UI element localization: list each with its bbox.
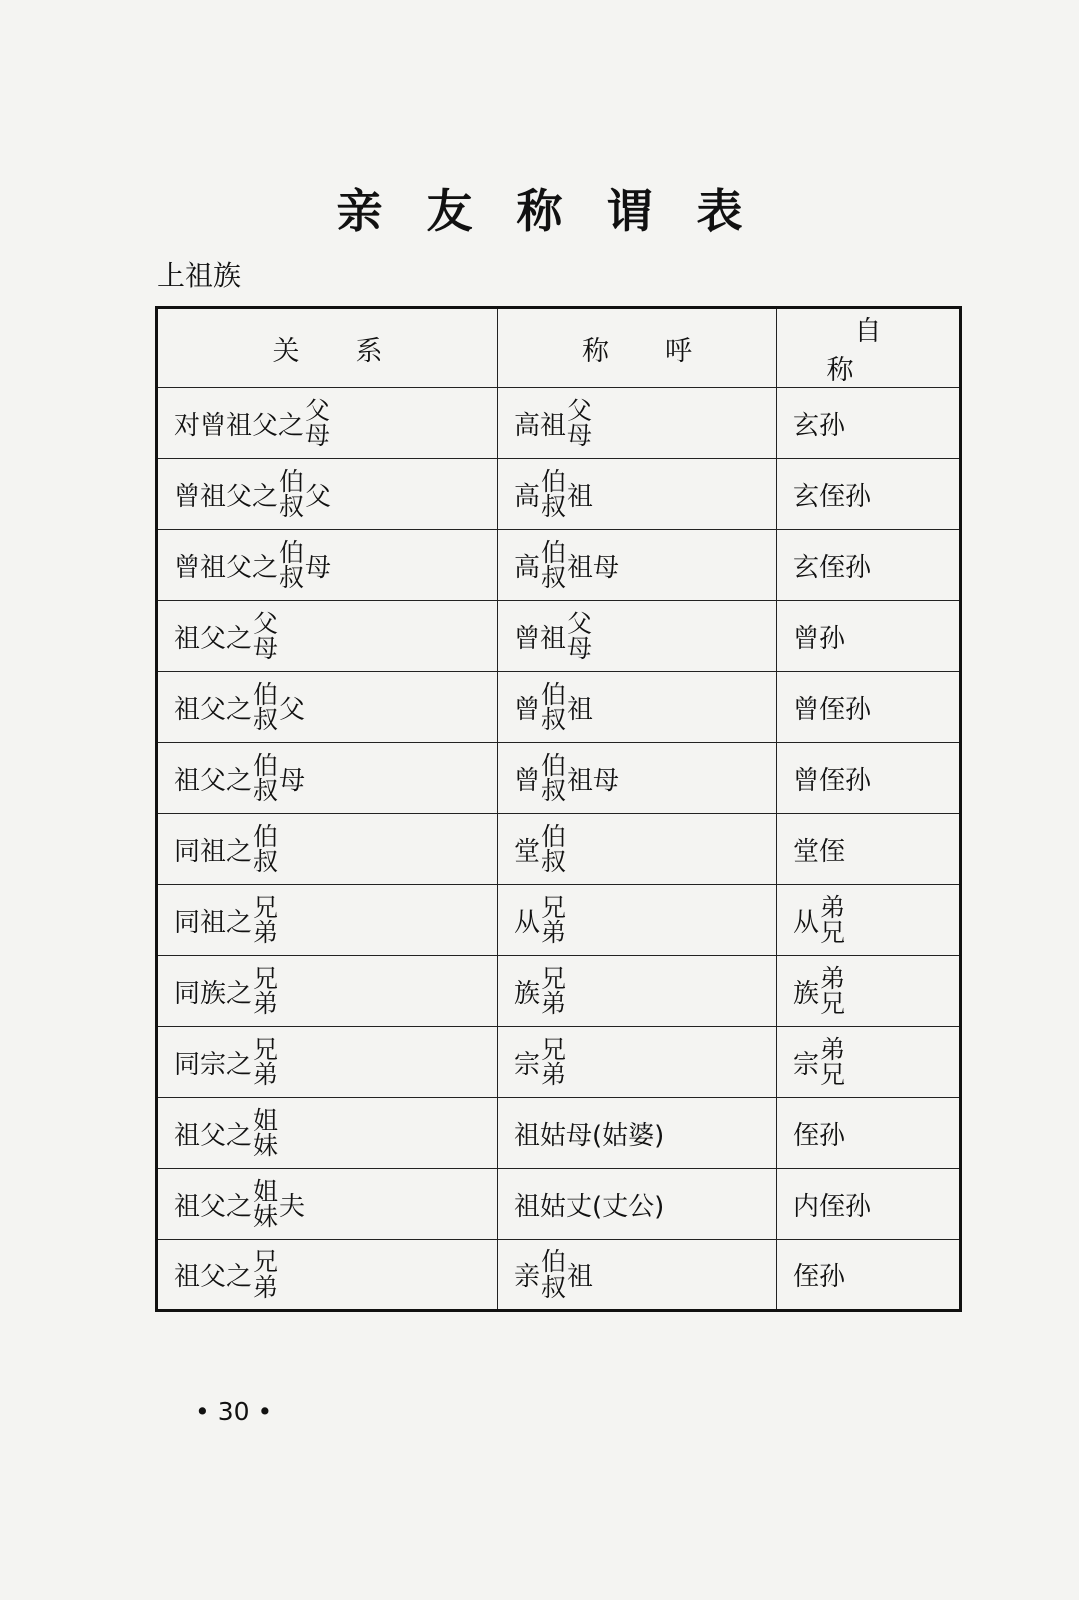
cell-relation [157, 1027, 498, 1098]
stacked-alternatives [253, 1034, 279, 1089]
cell-address [498, 814, 777, 885]
stacked-alternatives [253, 1105, 279, 1160]
cell-relation [157, 459, 498, 530]
cell-relation [157, 743, 498, 814]
stacked-char: 弟 [820, 892, 846, 922]
cell-text [793, 892, 846, 947]
cell-text [793, 405, 845, 442]
cell-text [174, 608, 279, 663]
cell-text-main: 曾祖父之 [174, 481, 279, 512]
stacked-char: 伯 [541, 466, 567, 496]
cell-text [514, 750, 620, 805]
stacked-char: 弟 [820, 963, 846, 993]
cell-relation [157, 672, 498, 743]
table-row [157, 814, 961, 885]
cell-text-main: 同宗之 [174, 1049, 253, 1080]
cell-text [793, 1186, 871, 1223]
stacked-char: 叔 [279, 563, 305, 592]
stacked-char: 兄 [253, 892, 279, 922]
stacked-alternatives [541, 892, 567, 947]
stacked-char: 叔 [541, 1272, 567, 1302]
stacked-char: 叔 [541, 847, 567, 876]
page-title: 亲友称谓表 [336, 184, 787, 238]
table-row [157, 530, 961, 601]
cell-text-main: 族 [793, 978, 820, 1009]
cell-text-main: 曾祖 [514, 623, 567, 654]
table-row [157, 1027, 961, 1098]
cell-address [498, 672, 777, 743]
stacked-char: 叔 [541, 705, 567, 734]
table-body [157, 388, 961, 1311]
stacked-alternatives [541, 821, 567, 876]
stacked-alternatives [541, 679, 567, 734]
cell-relation [157, 1240, 498, 1311]
cell-text-main: 高 [514, 552, 541, 583]
cell-address [498, 956, 777, 1027]
cell-text-main: 曾祖父之 [174, 552, 279, 583]
stacked-char: 伯 [253, 750, 279, 780]
cell-text [793, 1034, 846, 1089]
stacked-alternatives [820, 963, 846, 1018]
stacked-char: 弟 [541, 989, 567, 1018]
cell-text-suffix: 父 [305, 481, 332, 512]
cell-text-main: 玄孙 [793, 410, 846, 441]
cell-relation [157, 1098, 498, 1169]
cell-text-main: 曾孙 [793, 623, 846, 654]
cell-text [174, 1105, 279, 1160]
stacked-char: 母 [567, 634, 593, 663]
cell-text-main: 同祖之 [174, 907, 253, 938]
cell-text [174, 1249, 279, 1300]
cell-text-suffix: 祖母 [567, 765, 620, 796]
stacked-char: 弟 [253, 1060, 279, 1089]
stacked-char: 弟 [253, 989, 279, 1018]
cell-text-main: 高 [514, 481, 541, 512]
cell-text-main: 宗 [793, 1049, 820, 1080]
cell-text [793, 689, 871, 726]
table-row [157, 388, 961, 459]
cell-text-main: 同祖之 [174, 836, 253, 867]
header-address: 称呼 [498, 308, 777, 388]
stacked-alternatives [253, 821, 279, 876]
cell-text [514, 466, 594, 521]
stacked-alternatives [567, 608, 593, 663]
stacked-alternatives [253, 963, 279, 1018]
cell-self [777, 814, 961, 885]
cell-text-main: 堂侄 [793, 836, 846, 867]
cell-address [498, 1027, 777, 1098]
cell-text [514, 821, 567, 876]
cell-text-main: 祖父之 [174, 1120, 253, 1151]
table-row [157, 601, 961, 672]
cell-text-main: 从 [514, 907, 541, 938]
stacked-char: 叔 [541, 776, 567, 805]
cell-relation [157, 885, 498, 956]
cell-self [777, 1169, 961, 1240]
stacked-char: 伯 [541, 679, 567, 709]
cell-text-main: 对曾祖父之 [174, 410, 305, 441]
cell-self [777, 672, 961, 743]
cell-text-main: 族 [514, 978, 541, 1009]
stacked-alternatives [253, 892, 279, 947]
stacked-alternatives [253, 608, 279, 663]
cell-text [174, 466, 332, 521]
cell-text-main: 祖父之 [174, 623, 253, 654]
stacked-char: 父 [567, 395, 593, 425]
cell-address [498, 1098, 777, 1169]
cell-text-main: 玄侄孙 [793, 481, 872, 512]
stacked-char: 兄 [253, 1034, 279, 1064]
cell-text-suffix: 母 [305, 552, 332, 583]
stacked-alternatives [279, 537, 305, 592]
stacked-char: 叔 [253, 847, 279, 876]
cell-text [793, 963, 846, 1018]
cell-text-main: 玄侄孙 [793, 552, 872, 583]
cell-text-main: 堂 [514, 836, 541, 867]
cell-text [514, 1186, 664, 1223]
cell-text [514, 892, 567, 947]
cell-text [793, 1115, 845, 1152]
cell-text-main: 从 [793, 907, 820, 938]
cell-text-main: 祖姑丈(丈公) [514, 1191, 665, 1222]
stacked-alternatives [541, 750, 567, 805]
cell-text-main: 祖父之 [174, 1191, 253, 1222]
cell-text-main: 曾侄孙 [793, 694, 872, 725]
cell-text [174, 1034, 279, 1089]
cell-text [514, 1249, 593, 1300]
cell-relation [157, 601, 498, 672]
cell-text-main: 侄孙 [793, 1262, 846, 1292]
section-title: 上祖族 [157, 259, 242, 292]
stacked-char: 姐 [253, 1176, 279, 1206]
cell-text [174, 679, 306, 734]
stacked-alternatives [541, 466, 567, 521]
stacked-char: 弟 [541, 918, 567, 947]
cell-self [777, 388, 961, 459]
cell-text-main: 高祖 [514, 410, 567, 441]
stacked-char: 弟 [253, 1272, 279, 1302]
cell-text [514, 1034, 567, 1089]
cell-address [498, 885, 777, 956]
cell-relation [157, 388, 498, 459]
cell-text-main: 祖姑母(姑婆) [514, 1120, 665, 1151]
cell-self [777, 743, 961, 814]
cell-text [514, 395, 593, 450]
stacked-char: 伯 [541, 821, 567, 851]
table-row [157, 956, 961, 1027]
cell-self [777, 885, 961, 956]
stacked-alternatives [253, 1249, 278, 1300]
cell-text [793, 760, 871, 797]
header-self: 自称 [777, 308, 961, 388]
stacked-char: 叔 [253, 776, 279, 805]
stacked-char: 父 [305, 395, 331, 425]
cell-self [777, 459, 961, 530]
stacked-alternatives [541, 1249, 566, 1300]
cell-text-suffix: 祖 [567, 694, 594, 725]
cell-text-main: 曾 [514, 765, 541, 796]
cell-address [498, 388, 777, 459]
cell-text-main: 同族之 [174, 978, 253, 1009]
cell-text [174, 395, 331, 450]
table-row [157, 885, 961, 956]
cell-text-suffix: 祖母 [567, 552, 620, 583]
stacked-char: 姐 [253, 1105, 279, 1135]
cell-text-suffix: 祖 [567, 481, 594, 512]
kinship-table [155, 306, 962, 1312]
cell-text-main: 祖父之 [174, 694, 253, 725]
stacked-char: 伯 [541, 750, 567, 780]
table-row [157, 1240, 961, 1311]
stacked-char: 妹 [253, 1202, 279, 1231]
cell-relation [157, 1169, 498, 1240]
cell-text-main: 内侄孙 [793, 1191, 872, 1222]
stacked-char: 父 [567, 608, 593, 638]
stacked-alternatives [567, 395, 593, 450]
cell-self [777, 601, 961, 672]
stacked-char: 兄 [541, 1034, 567, 1064]
cell-text [514, 537, 620, 592]
stacked-alternatives [253, 679, 279, 734]
cell-text [174, 892, 279, 947]
cell-text [174, 750, 306, 805]
stacked-char: 伯 [253, 679, 279, 709]
cell-text-main: 曾侄孙 [793, 765, 872, 796]
stacked-char: 弟 [253, 918, 279, 947]
cell-self [777, 956, 961, 1027]
cell-text-suffix: 祖 [567, 1262, 594, 1292]
cell-address [498, 530, 777, 601]
cell-self [777, 530, 961, 601]
cell-text-main: 宗 [514, 1049, 541, 1080]
stacked-char: 兄 [541, 963, 567, 993]
cell-address [498, 601, 777, 672]
stacked-char: 兄 [820, 989, 846, 1018]
stacked-char: 父 [253, 608, 279, 638]
cell-self [777, 1027, 961, 1098]
table-header-row [157, 308, 961, 388]
stacked-char: 兄 [253, 1247, 279, 1276]
table-row [157, 1098, 961, 1169]
cell-text [793, 1256, 845, 1293]
stacked-char: 母 [567, 421, 593, 450]
cell-text-main: 亲 [514, 1262, 541, 1292]
stacked-char: 叔 [279, 492, 305, 521]
cell-address [498, 1240, 777, 1311]
cell-self [777, 1240, 961, 1311]
cell-text [793, 547, 871, 584]
cell-text-main: 侄孙 [793, 1120, 846, 1151]
table-row [157, 459, 961, 530]
stacked-char: 母 [253, 634, 279, 663]
cell-text-main: 曾 [514, 694, 541, 725]
cell-text [174, 537, 332, 592]
stacked-char: 妹 [253, 1131, 279, 1160]
cell-address [498, 459, 777, 530]
stacked-char: 叔 [541, 492, 567, 521]
stacked-char: 伯 [253, 821, 279, 851]
stacked-alternatives [541, 963, 567, 1018]
cell-text [174, 963, 279, 1018]
stacked-char: 兄 [820, 918, 846, 947]
cell-text [514, 679, 594, 734]
cell-text-suffix: 母 [279, 765, 306, 796]
stacked-alternatives [820, 1034, 846, 1089]
header-relation: 关系 [157, 308, 498, 388]
cell-text-suffix: 父 [279, 694, 306, 725]
stacked-alternatives [305, 395, 331, 450]
cell-relation [157, 956, 498, 1027]
stacked-char: 兄 [253, 963, 279, 993]
stacked-char: 伯 [279, 537, 305, 567]
cell-relation [157, 814, 498, 885]
stacked-char: 伯 [279, 466, 305, 496]
stacked-char: 叔 [541, 563, 567, 592]
cell-self [777, 1098, 961, 1169]
stacked-alternatives [820, 892, 846, 947]
stacked-char: 兄 [820, 1060, 846, 1089]
page-number: • 30 • [195, 1397, 273, 1426]
cell-text-main: 祖父之 [174, 765, 253, 796]
stacked-alternatives [253, 1176, 279, 1231]
cell-text [514, 608, 593, 663]
cell-address [498, 1169, 777, 1240]
stacked-alternatives [279, 466, 305, 521]
stacked-char: 伯 [541, 537, 567, 567]
stacked-char: 兄 [541, 892, 567, 922]
cell-text [514, 1115, 664, 1152]
cell-text [174, 821, 279, 876]
cell-text [793, 831, 845, 868]
cell-text [793, 618, 845, 655]
cell-address [498, 743, 777, 814]
cell-text [174, 1176, 306, 1231]
cell-text [514, 963, 567, 1018]
stacked-char: 弟 [820, 1034, 846, 1064]
cell-relation [157, 530, 498, 601]
table-row [157, 672, 961, 743]
table-row [157, 743, 961, 814]
stacked-alternatives [541, 537, 567, 592]
cell-text [793, 476, 871, 513]
stacked-char: 母 [305, 421, 331, 450]
cell-text-main: 祖父之 [174, 1262, 253, 1292]
stacked-alternatives [541, 1034, 567, 1089]
stacked-char: 伯 [541, 1247, 567, 1276]
cell-text-suffix: 夫 [279, 1191, 306, 1222]
stacked-alternatives [253, 750, 279, 805]
stacked-char: 叔 [253, 705, 279, 734]
table-row [157, 1169, 961, 1240]
stacked-char: 弟 [541, 1060, 567, 1089]
